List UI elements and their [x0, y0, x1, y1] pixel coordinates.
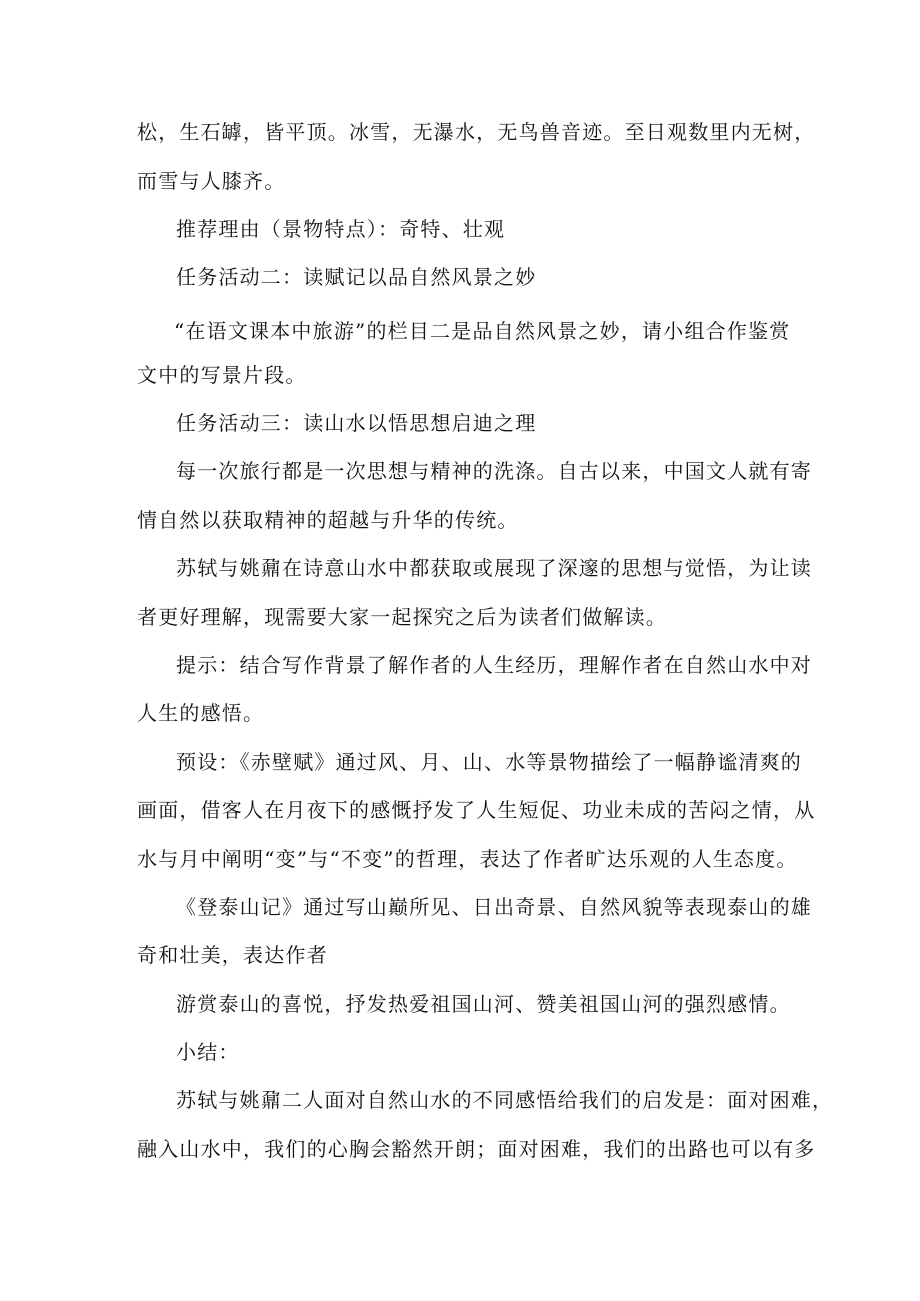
- text-line: 提示：结合写作背景了解作者的人生经历，理解作者在自然山水中对: [176, 653, 812, 677]
- text-line: 者更好理解，现需要大家一起探究之后为读者们做解读。: [137, 605, 667, 629]
- text-line: 融入山水中，我们的心胸会豁然开朗；面对困难，我们的出路也可以有多: [137, 1137, 816, 1161]
- text-line: 苏轼与姚鼐在诗意山水中都获取或展现了深邃的思想与觉悟，为让读: [176, 556, 812, 580]
- text-line: 游赏泰山的喜悦，抒发热爱祖国山河、赞美祖国山河的强烈感情。: [176, 992, 791, 1016]
- text-line: 奇和壮美，表达作者: [137, 943, 328, 967]
- text-line: 水与月中阐明“变”与“不变”的哲理，表达了作者旷达乐观的人生态度。: [137, 847, 798, 871]
- text-line: 每一次旅行都是一次思想与精神的洗涤。自古以来，中国文人就有寄: [176, 459, 812, 483]
- text-line: 文中的写景片段。: [137, 363, 307, 387]
- text-line: 《登泰山记》通过写山巅所见、日出奇景、自然风貌等表现泰山的雄: [176, 895, 812, 919]
- text-line: 松，生石罅，皆平顶。冰雪，无瀑水，无鸟兽音迹。至日观数里内无树，: [137, 120, 816, 144]
- text-line: 预设：《赤壁赋》通过风、月、山、水等景物描绘了一幅静谧清爽的: [176, 750, 802, 774]
- text-line: 苏轼与姚鼐二人面对自然山水的不同感悟给我们的启发是：面对困难，: [176, 1088, 834, 1112]
- section-heading: 小结：: [176, 1040, 240, 1064]
- text-line: 推荐理由（景物特点）：奇特、壮观: [176, 217, 506, 241]
- section-heading: 任务活动三：读山水以悟思想启迪之理: [176, 411, 537, 435]
- text-line: 画面，借客人在月夜下的感慨抒发了人生短促、功业未成的苦闷之情，从: [137, 798, 816, 822]
- text-line: 而雪与人膝齐。: [137, 169, 286, 193]
- section-heading: 任务活动二：读赋记以品自然风景之妙: [176, 265, 537, 289]
- text-line: “在语文课本中旅游”的栏目二是品自然风景之妙，请小组合作鉴赏: [174, 319, 791, 343]
- text-line: 人生的感悟。: [137, 701, 265, 725]
- text-line: 情自然以获取精神的超越与升华的传统。: [137, 508, 519, 532]
